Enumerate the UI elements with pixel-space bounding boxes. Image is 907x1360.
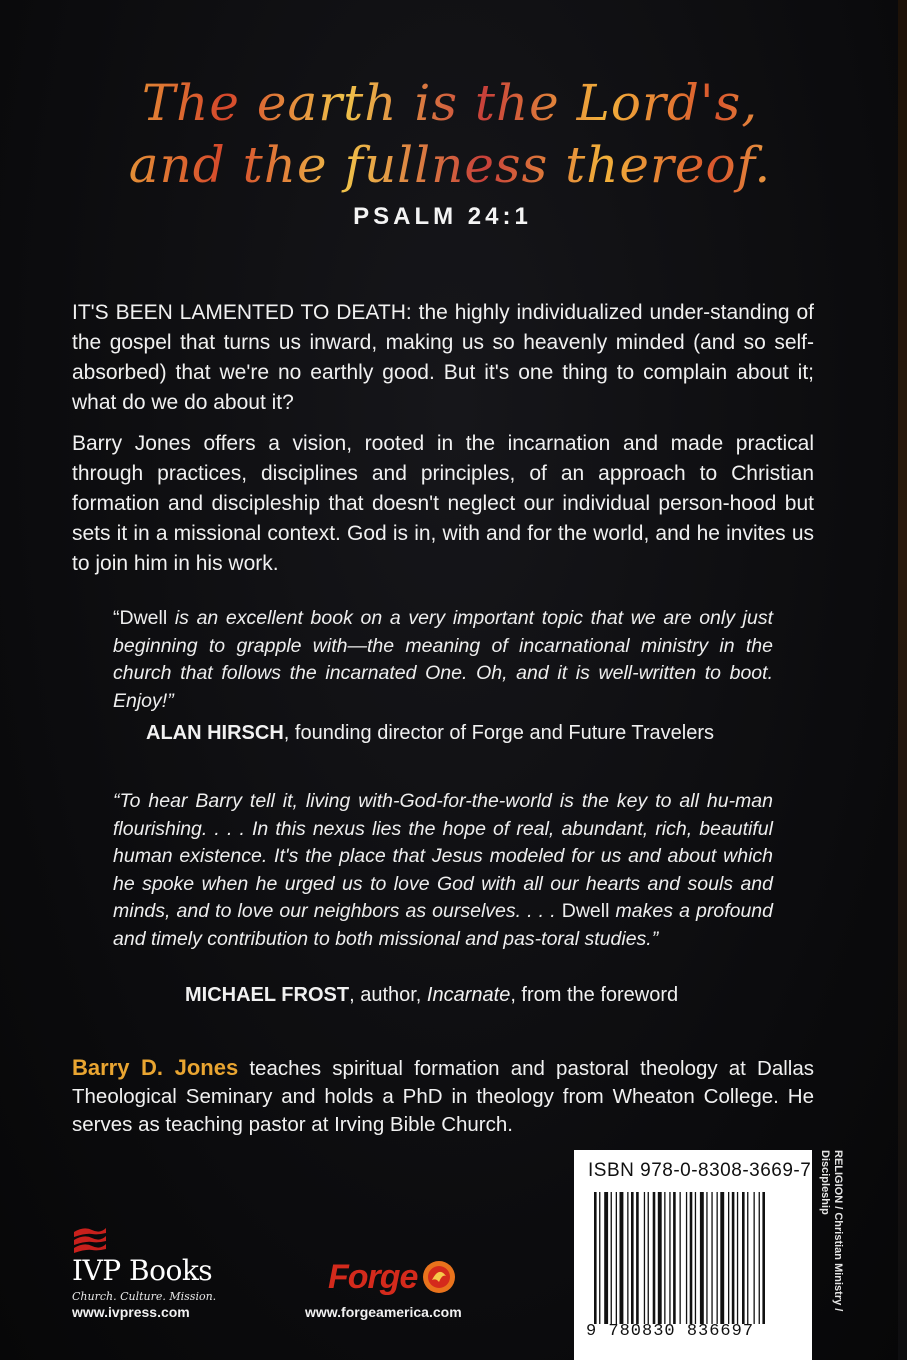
barcode-bar xyxy=(720,1192,724,1324)
forge-logo xyxy=(328,1256,468,1300)
barcode-bar xyxy=(762,1192,765,1324)
endorser-role-suffix-2: , from the foreword xyxy=(510,984,679,1006)
barcode-bar xyxy=(690,1192,693,1324)
endorsement-attribution-1 xyxy=(146,722,714,745)
spine-edge xyxy=(898,0,907,1360)
barcode-bar xyxy=(695,1192,696,1324)
barcode-bar xyxy=(653,1192,656,1324)
ivp-tagline: Church. Culture. Mission. xyxy=(72,1290,217,1303)
forge-flame-icon xyxy=(420,1258,458,1296)
category-label xyxy=(812,1150,842,1360)
endorsement-quote-2 xyxy=(113,788,773,953)
author-bio-text: teaches spiritual formation and pastoral theology at Dallas Theological Seminary and holds a PhD in theology from Wheaton College. He serves as teaching pastor at Irving Bible Church. xyxy=(72,1057,814,1136)
barcode-bar xyxy=(717,1192,718,1324)
barcode-bar xyxy=(711,1192,712,1324)
endorsement-attribution-2 xyxy=(185,984,678,1007)
endorsement-quote-1-text: is an excellent book on a very important topic that we are only just beginning to grapple with—the meaning of incarnational ministry in the church that follows the incarnated One. Oh, and it is well-written to boot. Enjoy!” xyxy=(113,607,773,712)
description-paragraph-1: IT'S BEEN LAMENTED TO DEATH: the highly individualized under-standing of the gospel that turns us inward, making us so heavenly minded (and so self-absorbed) that we're no earthly good. But it's one thing to complain about it; what do we do about it? xyxy=(72,301,814,414)
barcode-bar xyxy=(754,1192,755,1324)
barcode-bar xyxy=(604,1192,608,1324)
barcode xyxy=(594,1192,799,1324)
barcode-digits: 9 780830 836697 xyxy=(586,1322,755,1341)
barcode-bar xyxy=(728,1192,729,1324)
barcode-bar xyxy=(700,1192,704,1324)
author-name: Barry D. Jones xyxy=(72,1055,239,1080)
scripture-quote-line-1: The earth is the Lord's, xyxy=(141,74,759,132)
scripture-quote xyxy=(100,72,800,196)
barcode-bar xyxy=(669,1192,670,1324)
endorsement-quote-2-book: Dwell xyxy=(561,900,610,922)
endorsement-quote-2-text: “To hear Barry tell it, living with-God-for-the-world is the key to all hu-man flourishing. . . . In this nexus lies the hope of real, abundant, rich, beautiful human existence. It's the place that Jesus modeled for us and about which he spoke when he urged us to love God with all our hearts and souls and minds, and to love our neighbors as ourselves. . . . xyxy=(113,790,773,922)
barcode-bar xyxy=(732,1192,735,1324)
barcode-bar xyxy=(680,1192,681,1324)
endorser-name-1: ALAN HIRSCH xyxy=(146,722,284,744)
barcode-bar xyxy=(648,1192,649,1324)
isbn-label: ISBN 978-0-8308-3669-7 xyxy=(588,1160,812,1181)
ivp-url[interactable]: www.ivpress.com xyxy=(72,1304,190,1320)
barcode-bar xyxy=(673,1192,676,1324)
barcode-bar xyxy=(747,1192,748,1324)
endorser-role-prefix-2: , author, xyxy=(349,984,427,1006)
scripture-quote-line-2: and the fullness thereof. xyxy=(128,136,772,194)
endorser-book-2: Incarnate xyxy=(426,984,511,1006)
barcode-bar xyxy=(658,1192,662,1324)
barcode-bar xyxy=(759,1192,760,1324)
barcode-bar xyxy=(616,1192,617,1324)
ivp-flag-icon xyxy=(72,1222,108,1258)
barcode-bar xyxy=(706,1192,707,1324)
barcode-bar xyxy=(599,1192,600,1324)
barcode-bar xyxy=(631,1192,634,1324)
endorsement-quote-1 xyxy=(113,605,773,715)
barcode-bar xyxy=(686,1192,687,1324)
barcode-bar xyxy=(611,1192,612,1324)
author-bio xyxy=(72,1054,814,1139)
barcode-bar xyxy=(644,1192,645,1324)
barcode-bar xyxy=(594,1192,597,1324)
endorsement-quote-1-open: “Dwell xyxy=(113,607,168,629)
barcode-bar xyxy=(742,1192,745,1324)
endorsement-quote-2-end: makes a profound and timely contribution to both missional and pas-toral studies.” xyxy=(113,900,774,950)
endorser-role-1: , founding director of Forge and Future Travelers xyxy=(283,722,715,744)
ivp-books-name: IVP Books xyxy=(72,1254,213,1287)
description-paragraph-2: Barry Jones offers a vision, rooted in the incarnation and made practical through practices, disciplines and principles, of an approach to Christian formation and discipleship that doesn't neglect our individual person-hood but sets it in a missional context. God is in, with and for the world, and he invites us to join him in his work. xyxy=(72,432,814,575)
endorser-name-2: MICHAEL FROST xyxy=(185,984,350,1006)
scripture-reference: PSALM 24:1 xyxy=(353,203,532,230)
category-text: RELIGION / Christian Ministry / Discipleship xyxy=(819,1150,844,1312)
barcode-bar xyxy=(737,1192,738,1324)
barcode-bar xyxy=(636,1192,639,1324)
forge-url[interactable]: www.forgeamerica.com xyxy=(305,1304,462,1320)
barcode-bar xyxy=(627,1192,628,1324)
barcode-bar xyxy=(620,1192,624,1324)
forge-name: Forge xyxy=(328,1258,418,1296)
barcode-bar xyxy=(664,1192,665,1324)
